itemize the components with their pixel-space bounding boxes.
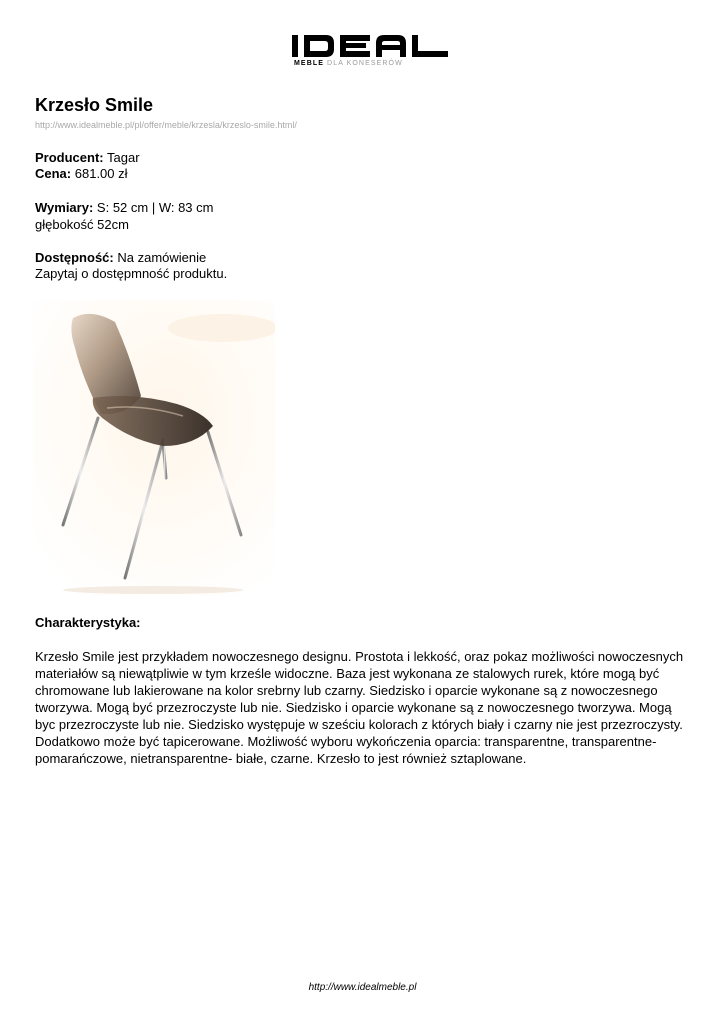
dimensions-label: Wymiary: — [35, 200, 94, 215]
brand-logo — [292, 33, 450, 71]
producer-row — [35, 150, 140, 166]
ask-availability-link[interactable]: Zapytaj o dostępmność produktu. — [35, 266, 228, 281]
availability-value: Na zamówienie — [117, 250, 207, 265]
dimensions-row — [35, 200, 213, 216]
producer-label: Producent: — [35, 150, 104, 165]
characteristics-heading — [35, 615, 141, 631]
price-row — [35, 166, 128, 182]
characteristics-heading-text: Charakterystyka: — [35, 615, 141, 630]
product-url[interactable]: http://www.idealmeble.pl/pl/offer/meble/krzesla/krzeslo-smile.html/ — [35, 120, 297, 130]
brand-tagline — [294, 59, 403, 68]
product-image — [33, 300, 275, 596]
product-title: Krzesło Smile — [35, 95, 154, 115]
availability-row — [35, 250, 206, 266]
depth-row: głębokość 52cm — [35, 217, 129, 232]
characteristics-text: Krzesło Smile jest przykładem nowoczesnego designu. Prostota i lekkość, oraz pokaz możliwości nowoczesnych materiałów są niewątpliwie w tym krześle widoczne. Baza jest wykonana ze stalowych rurek, które mogą być chromowane lub lakierowane na kolor srebrny lub czarny. Siedzisko i oparcie wykonane są z nowoczesnego tworzywa. Mogą być przezroczyste lub nie. Siedzisko i oparcie wykonane są z nowoczesnego tworzywa. Mogą byc przezroczyste lub nie. Siedzisko występuje w sześciu kolorach z których biały i czarny nie jest przezroczysty. Dodatkowo może być tapicerowane. Możliwość wyboru wykończenia oparcia: transparentne, transparentne-pomarańczowe, nietransparentne- białe, czarne. Krzesło to jest również sztaplowane. — [35, 649, 684, 766]
footer-url[interactable]: http://www.idealmeble.pl — [308, 982, 417, 993]
tagline-sub: DLA KONESERÓW — [327, 60, 403, 67]
price-label: Cena: — [35, 166, 72, 181]
ideal-wordmark — [292, 33, 450, 59]
availability-label: Dostępność: — [35, 250, 114, 265]
tagline-main: MEBLE — [294, 60, 324, 67]
dimensions-value: S: 52 cm | W: 83 cm — [96, 200, 214, 215]
producer-value: Tagar — [107, 150, 140, 165]
price-value: 681.00 zł — [74, 166, 128, 181]
